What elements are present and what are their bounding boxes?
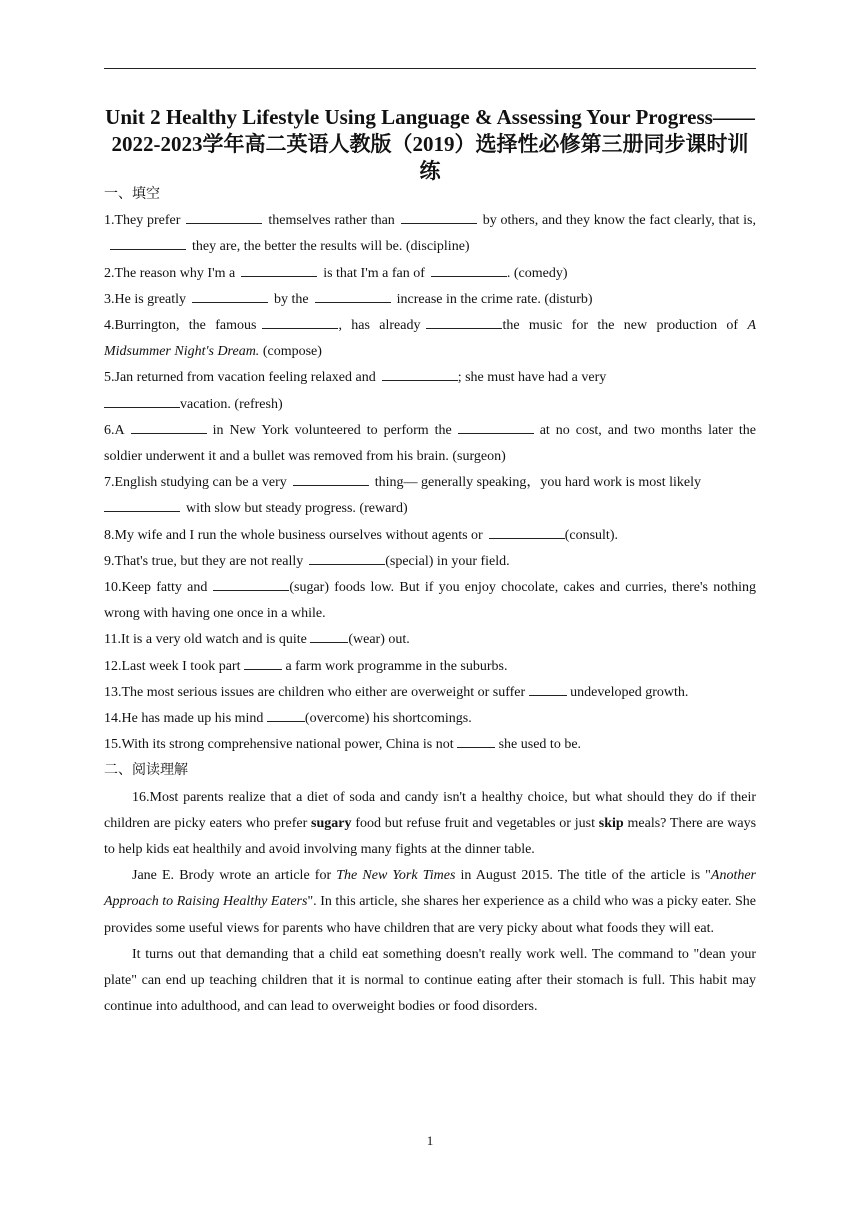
answer-blank[interactable] (310, 628, 348, 643)
answer-blank[interactable] (489, 524, 565, 539)
page-number: 1 (426, 1133, 434, 1148)
answer-blank[interactable] (309, 550, 385, 565)
question-13: 13.The most serious issues are children who either are overweight or suffer undeveloped growth. (104, 680, 756, 706)
header-rule (104, 68, 756, 69)
question-14: 14.He has made up his mind (overcome) his shortcomings. (104, 706, 756, 732)
answer-blank[interactable] (426, 314, 502, 329)
question-11: 11.It is a very old watch and is quite (wear) out. (104, 627, 756, 653)
question-12: 12.Last week I took part a farm work programme in the suburbs. (104, 654, 756, 680)
answer-blank[interactable] (262, 314, 338, 329)
answer-blank[interactable] (131, 419, 207, 434)
document-body (104, 182, 756, 1021)
answer-blank[interactable] (293, 471, 369, 486)
question-6: 6.A in New York volunteered to perform the at no cost, and two months later the soldier underwent it and a bullet was removed from his brain. (surgeon) (104, 418, 756, 470)
reading-paragraph-3: It turns out that demanding that a child eat something doesn't really work well. The command to "dean your plate" can end up teaching children that it is normal to continue eating after their stomach is full. This habit may continue into adulthood, and can lead to overweight bodies or food disorders. (104, 946, 756, 1015)
answer-blank[interactable] (401, 209, 477, 224)
question-2: 2.The reason why I'm a is that I'm a fan of . (comedy) (104, 261, 756, 287)
document-title: Unit 2 Healthy Lifestyle Using Language & Assessing Your Progress——2022-2023学年高二英语人教版（2019）选择性必修第三册同步课时训练 (105, 105, 755, 183)
question-7: 7.English studying can be a very thing— generally speaking，you hard work is most likely with slow but steady progress. (reward) (104, 470, 756, 522)
answer-blank[interactable] (458, 419, 534, 434)
answer-blank[interactable] (431, 262, 507, 277)
reading-paragraph-1: 16.Most parents realize that a diet of soda and candy isn't a healthy choice, but what should they do if their children are picky eaters who prefer sugary food but refuse fruit and vegetables or just skip meals? There are ways to help kids eat healthily and avoid involving many fights at the dinner table. (104, 789, 757, 858)
question-8: 8.My wife and I run the whole business ourselves without agents or (consult). (104, 523, 756, 549)
answer-blank[interactable] (104, 497, 180, 512)
answer-blank[interactable] (244, 655, 282, 670)
answer-blank[interactable] (457, 733, 495, 748)
reading-paragraph-2: Jane E. Brody wrote an article for The New York Times in August 2015. The title of the article is "Another Approach to Raising Healthy Eaters". In this article, she shares her experience as a child who was a picky eater. She provides some useful views for parents who have children that are very picky about what foods they will eat. (104, 868, 757, 936)
answer-blank[interactable] (267, 707, 305, 722)
answer-blank[interactable] (529, 681, 567, 696)
answer-blank[interactable] (104, 393, 180, 408)
answer-blank[interactable] (382, 366, 458, 381)
question-15: 15.With its strong comprehensive national power, China is not she used to be. (104, 732, 756, 758)
answer-blank[interactable] (110, 235, 186, 250)
answer-blank[interactable] (213, 576, 289, 591)
question-1: 1.They prefer themselves rather than by others, and they know the fact clearly, that is,they are, the better the results will be. (discipline) (104, 208, 756, 260)
question-10: 10.Keep fatty and (sugar) foods low. But if you enjoy chocolate, cakes and curries, there's nothing wrong with having one once in a while. (104, 575, 756, 627)
answer-blank[interactable] (186, 209, 262, 224)
answer-blank[interactable] (192, 288, 268, 303)
question-9: 9.That's true, but they are not really (special) in your field. (104, 549, 756, 575)
question-4: 4.Burrington, the famous , has already the music for the new production of A Midsummer Night's Dream. (compose) (104, 313, 756, 365)
section-heading-reading: 二、阅读理解 (104, 763, 188, 779)
answer-blank[interactable] (241, 262, 317, 277)
question-3: 3.He is greatly by the increase in the crime rate. (disturb) (104, 287, 756, 313)
section-heading-fill-blank: 一、填空 (104, 187, 160, 202)
answer-blank[interactable] (315, 288, 391, 303)
question-5: 5.Jan returned from vacation feeling relaxed and ; she must have had a very vacation. (refresh) (104, 365, 756, 417)
